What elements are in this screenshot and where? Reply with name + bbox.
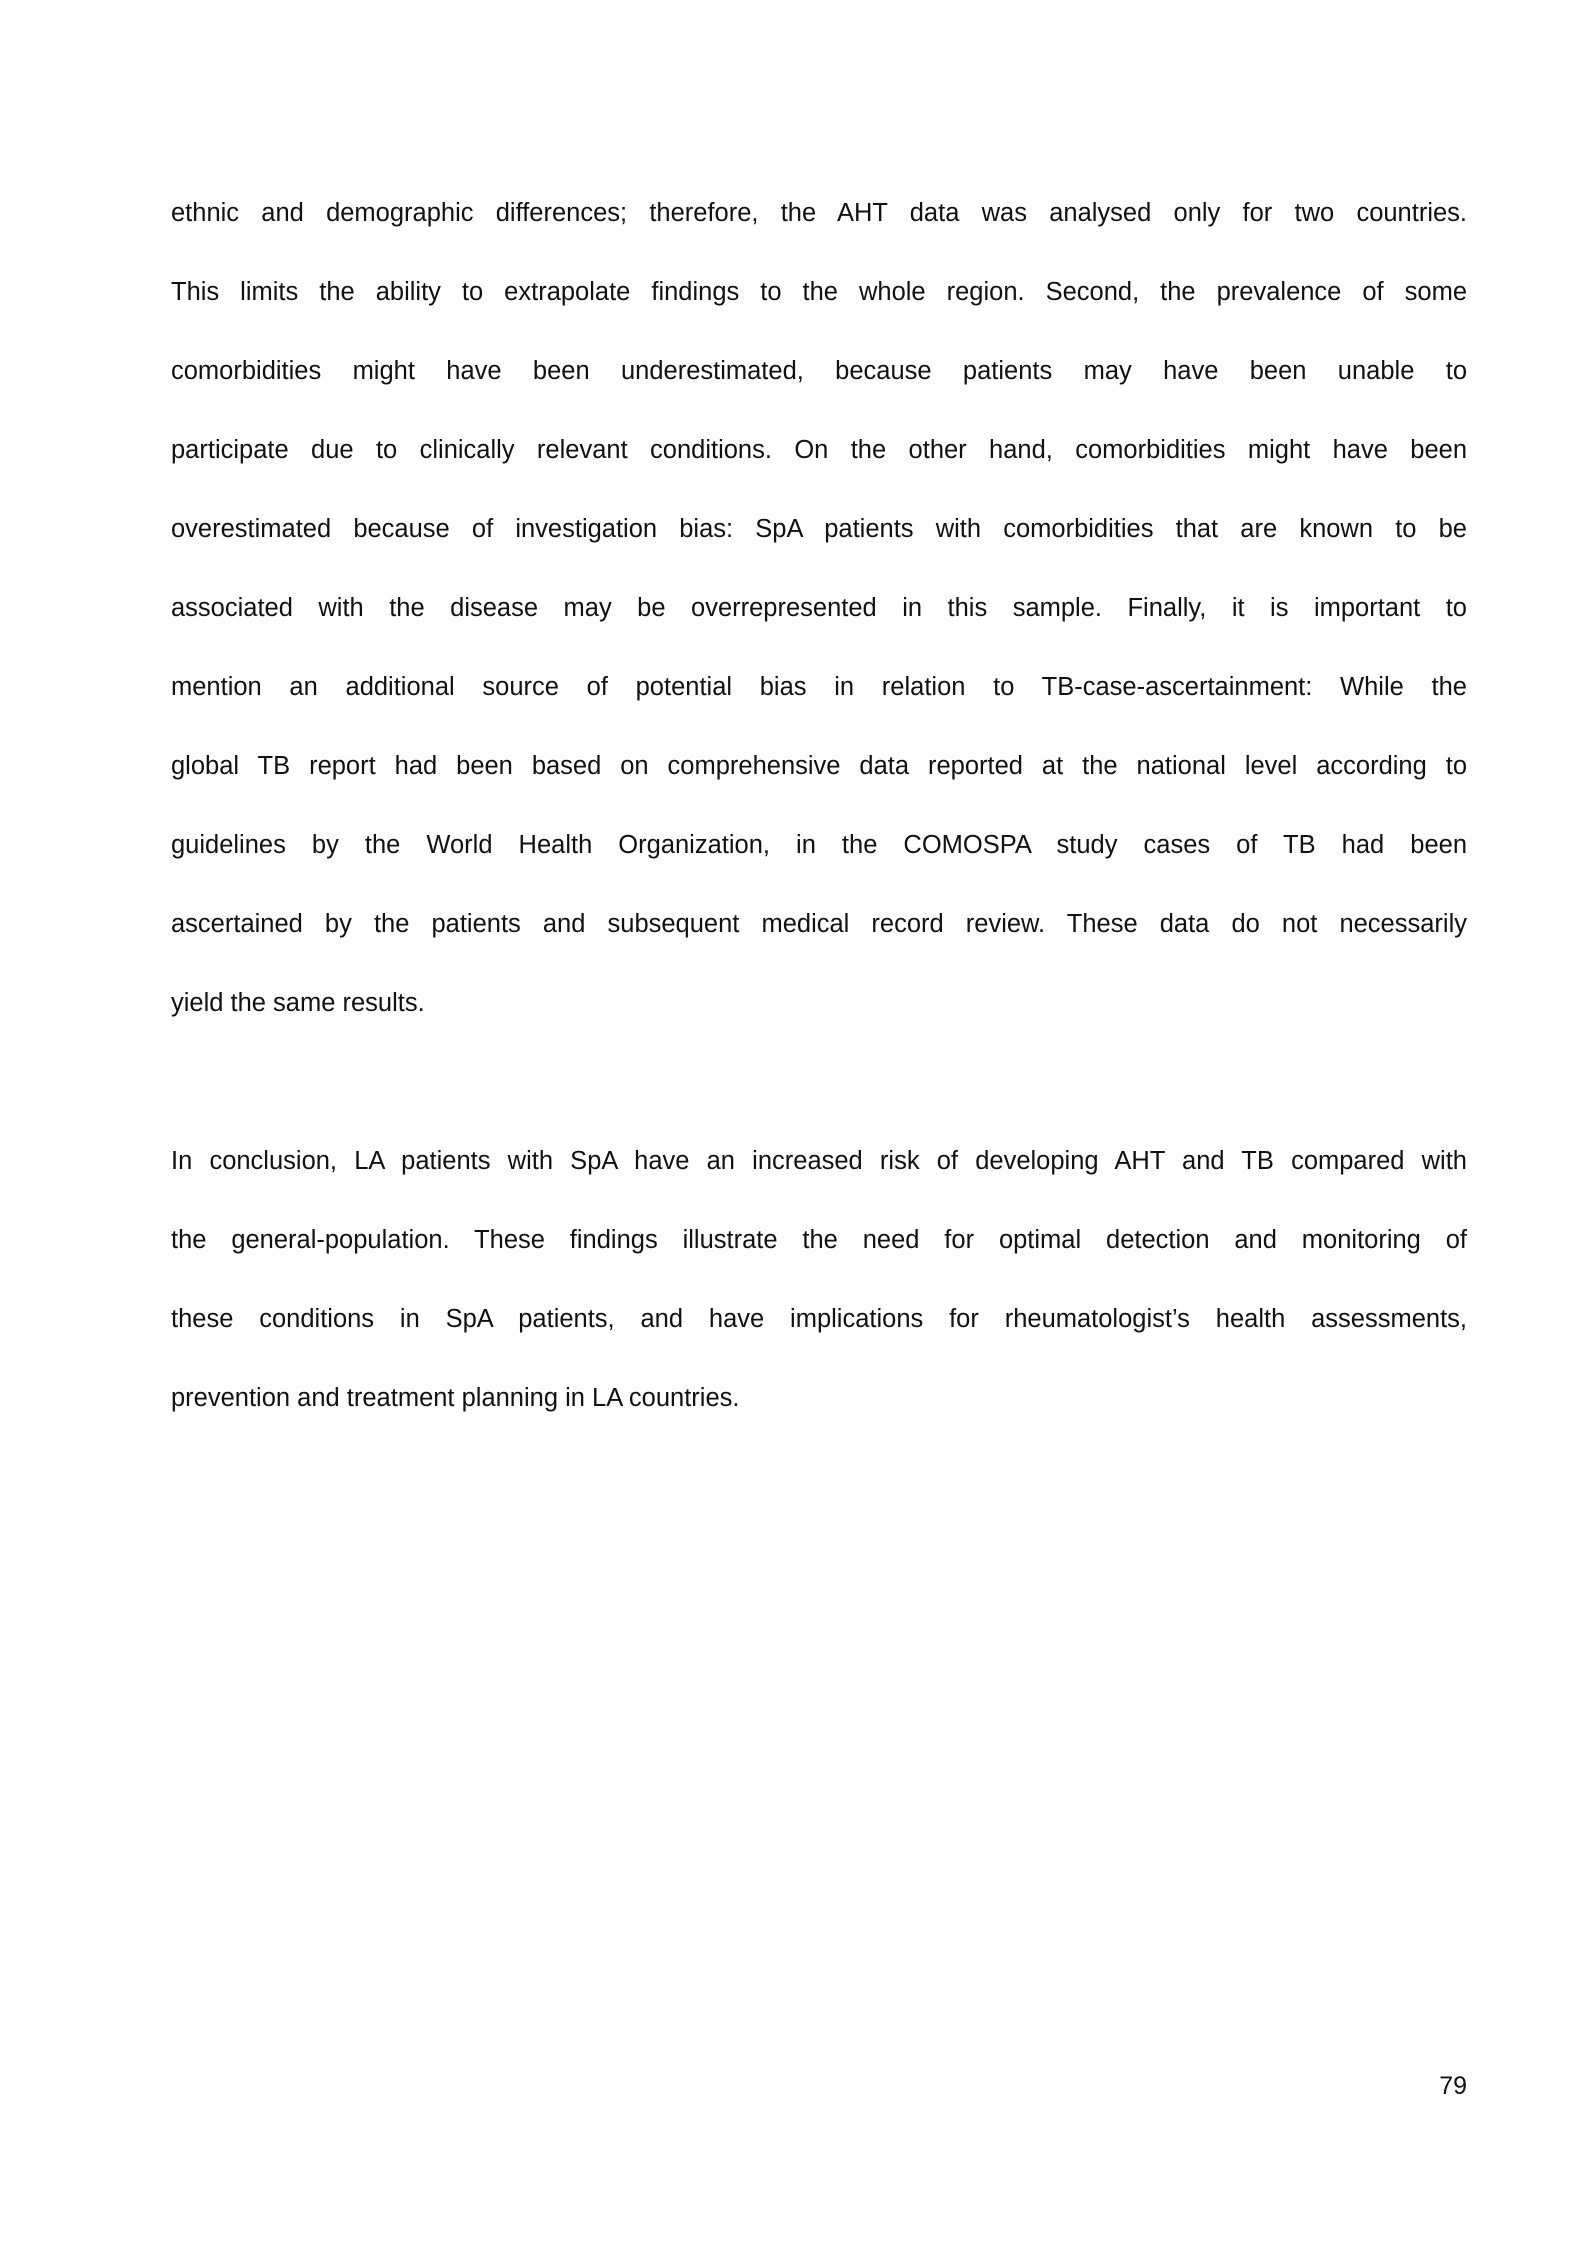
- text-line: comorbidities might have been underestimated, because patients may have been unable to: [171, 357, 1467, 385]
- text-line: associated with the disease may be overrepresented in this sample. Finally, it is important to: [171, 594, 1467, 622]
- conclusion-paragraph: [171, 1122, 1467, 1438]
- text-line: This limits the ability to extrapolate findings to the whole region. Second, the prevalence of some: [171, 278, 1467, 306]
- text-line: prevention and treatment planning in LA countries.: [171, 1384, 740, 1412]
- text-line: In conclusion, LA patients with SpA have an increased risk of developing AHT and TB compared with: [171, 1147, 1467, 1175]
- text-line: ethnic and demographic differences; therefore, the AHT data was analysed only for two countries.: [171, 199, 1467, 227]
- text-line: mention an additional source of potential bias in relation to TB-case-ascertainment: While the: [171, 673, 1467, 701]
- limitations-paragraph: [171, 174, 1467, 1043]
- page-number: 79: [1439, 2072, 1467, 2100]
- text-line: yield the same results.: [171, 989, 425, 1017]
- text-line: the general-population. These findings illustrate the need for optimal detection and monitoring of: [171, 1226, 1467, 1254]
- text-line: participate due to clinically relevant conditions. On the other hand, comorbidities might have been: [171, 436, 1467, 464]
- text-line: ascertained by the patients and subsequent medical record review. These data do not necessarily: [171, 910, 1467, 938]
- text-line: these conditions in SpA patients, and have implications for rheumatologist’s health assessments,: [171, 1305, 1467, 1333]
- text-line: global TB report had been based on comprehensive data reported at the national level according to: [171, 752, 1467, 780]
- text-line: guidelines by the World Health Organization, in the COMOSPA study cases of TB had been: [171, 831, 1467, 859]
- text-line: overestimated because of investigation bias: SpA patients with comorbidities that are known to be: [171, 515, 1467, 543]
